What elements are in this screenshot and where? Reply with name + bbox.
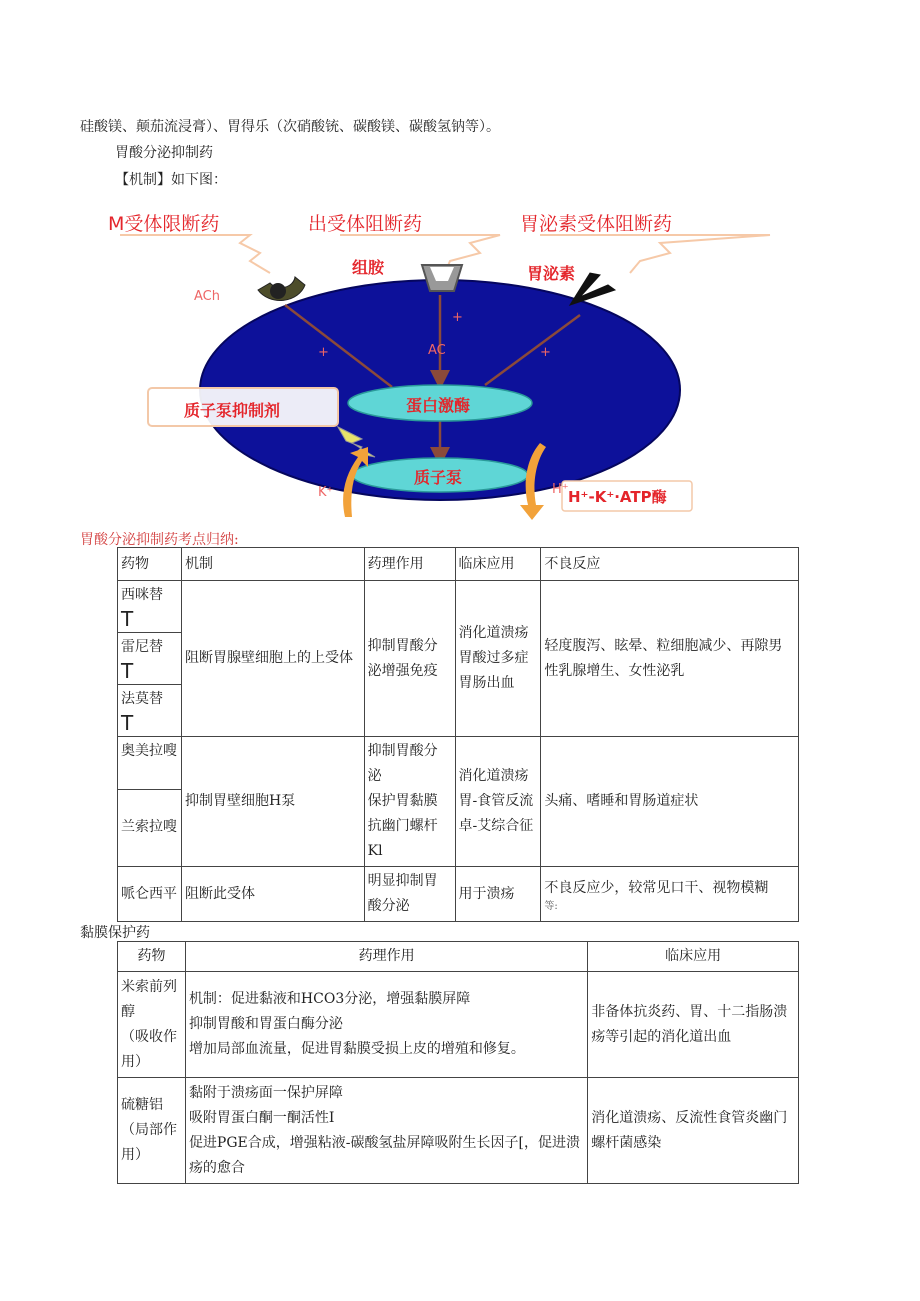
h2-blocker-label: 出受体阻断药 [308,213,423,235]
pharm-line: 黏附于溃疡面一保护屏障 [188,1084,343,1101]
ppi-pharmacology [364,737,455,867]
pharm-line: 保护胃黏膜 [367,793,438,809]
pharm-line: 机制：促进黏液和HCO3分泌，增强黏膜屏障 [188,991,471,1007]
drug-pirenzepine: 哌仑西平 [118,867,182,922]
ach-label: ACh [194,289,220,304]
k-ion-label: K⁺ [318,485,334,500]
header-drug: 药物 [118,942,186,972]
h2-clinical [455,581,541,737]
clinical-line: 消化道溃疡 [458,768,529,784]
drug-note: （局部作用） [121,1122,177,1163]
drug-suffix: T [121,711,134,735]
header-pharmacology: 药理作用 [364,548,455,581]
mechanism-caption: 【机制】如下图： [115,172,227,188]
h2-mechanism: 阻断胃腺壁细胞上的上受体 [181,581,364,737]
plus-sign-histamine: + [452,310,463,325]
h-ion-label: H⁺ [552,482,569,497]
drug-famotidine [118,685,182,737]
pirenzepine-clinical: 用于溃疡 [455,867,541,922]
ppi-label: 质子泵抑制剂 [184,401,281,420]
header-mechanism: 机制 [181,548,364,581]
header-adverse: 不良反应 [541,548,799,581]
mechanism-diagram [100,195,820,530]
pharm-line: 抑制胃酸分泌 [367,743,438,784]
header-drug: 药物 [118,548,182,581]
drug-sucralfate [118,1078,186,1184]
intro-line: 硅酸镁、颠茄流浸膏）、胃得乐（次硝酸铳、碳酸镁、碳酸氢钠等）。 [80,119,500,135]
clinical-line: 胃酸过多症 [458,650,529,666]
drug-name: 雷尼替 [121,639,163,655]
clinical-line: 胃肠出血 [458,675,515,691]
pharm-line: 抗幽门螺杆Kl [367,818,438,859]
ppi-adverse: 头痛、嗜睡和胃肠道症状 [541,737,799,867]
sucralfate-pharmacology [185,1078,587,1184]
atpase-label: H⁺-K⁺·ATP酶 [568,488,667,506]
h2-adverse: 轻度腹泻、眩晕、粒细胞减少、再隙男性乳腺增生、女性泌乳 [541,581,799,737]
clinical-line: 消化道溃疡 [458,625,529,641]
drug-note: （吸收作用） [121,1028,177,1070]
table2-title: 黏膜保护药 [80,925,150,941]
section-heading: 胃酸分泌抑制药 [115,145,213,161]
drug-name: 法莫替 [121,691,163,707]
plus-sign-ach: + [318,345,329,360]
sucralfate-clinical: 消化道溃疡、反流性食管炎幽门螺杆菌感染 [588,1078,799,1184]
ppi-clinical [455,737,541,867]
h2-pharmacology: 抑制胃酸分泌增强免疫 [364,581,455,737]
drug-lansoprazole: 兰索拉嗖 [118,789,182,866]
drug-name: 西咪替 [121,587,163,603]
drug-cimetidine [118,581,182,633]
pharm-line: 抑制胃酸和胃蛋白酶分泌 [188,1016,343,1032]
header-clinical: 临床应用 [455,548,541,581]
ach-ligand-shape [270,283,286,299]
misoprostol-pharmacology [185,972,587,1078]
misoprostol-clinical: 非备体抗炎药、胃、十二指肠溃疡等引起的消化道出血 [588,972,799,1078]
drug-name: 硫糖铝 [121,1097,163,1113]
pirenzepine-adverse [541,867,799,922]
protein-kinase-label: 蛋白激酶 [406,396,471,415]
table1-title: 胃酸分泌抑制药考点归纳: [80,532,239,548]
m-blocker-label: M受体限断药 [108,213,220,235]
drug-name: 米索前列醇 [121,978,177,1020]
drug-ranitidine [118,633,182,685]
clinical-line: 胃-食管反流 [458,793,534,809]
drug-omeprazole: 奥美拉嗖 [118,737,182,790]
ppi-mechanism: 抑制胃壁细胞H泵 [181,737,364,867]
header-clinical: 临床应用 [588,942,799,972]
histamine-label: 组胺 [352,258,385,277]
acid-suppressant-table [117,547,799,922]
gastrin-blocker-label: 胃泌素受体阻断药 [520,213,673,235]
adverse-line: 不良反应少，较常见口干、视物模糊 [544,879,769,896]
plus-sign-gastrin: + [540,345,551,360]
mucosal-protectant-table [117,941,799,1184]
drug-suffix: T [121,659,134,683]
gastrin-receptor-shape [570,273,615,305]
callout-line-m [120,235,270,273]
pharm-line: 吸附胃蛋白酮一酮活性I [188,1109,335,1126]
proton-pump-label: 质子泵 [414,468,463,487]
pirenzepine-mechanism: 阻断此受体 [181,867,364,922]
pirenzepine-pharmacology: 明显抑制胃酸分泌 [364,867,455,922]
header-pharmacology: 药理作用 [185,942,587,972]
pharm-line: 增加局部血流量，促进胃黏膜受损上皮的增殖和修复。 [188,1041,525,1057]
pharm-line: 促进PGE合成，增强粘液-碳酸氢盐屏障吸附生长因子[，促进溃疡的愈合 [188,1134,580,1176]
gastrin-label: 胃泌素 [527,264,576,283]
adverse-tail: 等: [544,900,558,912]
ac-label: AC [428,343,446,358]
drug-misoprostol [118,972,186,1078]
drug-suffix: T [121,607,134,631]
clinical-line: 卓-艾综合征 [458,818,534,834]
